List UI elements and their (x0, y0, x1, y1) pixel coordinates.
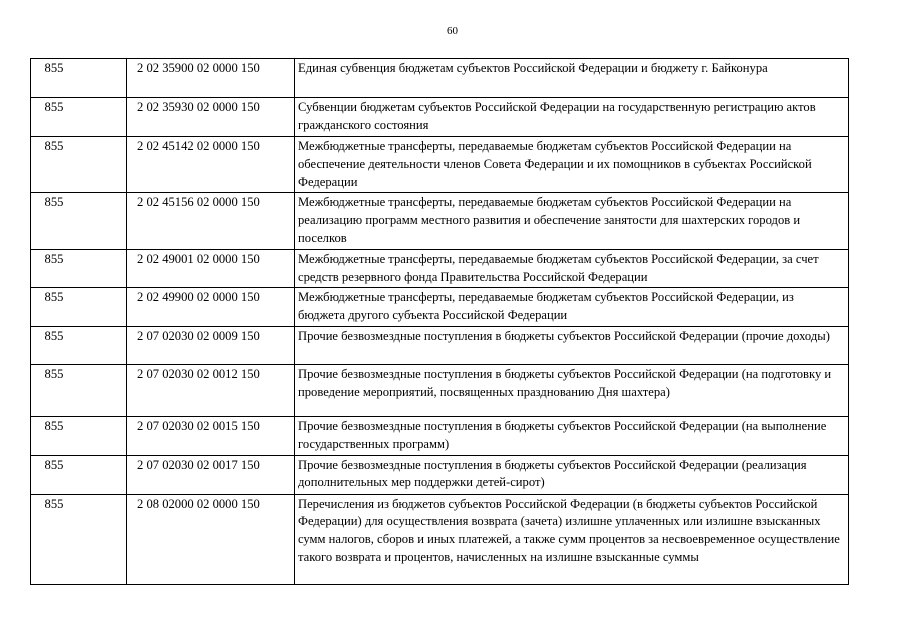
table-row (31, 288, 849, 327)
page-number: 60 (447, 25, 458, 37)
table-row (31, 326, 849, 364)
table-row (31, 364, 849, 416)
admin-code-cell: 855 (31, 416, 127, 455)
table-row (31, 137, 849, 193)
description-cell: Межбюджетные трансферты, передаваемые бюджетам субъектов Российской Федерации, за счет средств резервного фонда Правительства Российской Федерации (295, 249, 849, 288)
description-cell: Прочие безвозмездные поступления в бюджеты субъектов Российской Федерации (реализация дополнительных мер поддержки детей-сирот) (295, 455, 849, 494)
description-cell: Межбюджетные трансферты, передаваемые бюджетам субъектов Российской Федерации на реализацию программ местного развития и обеспечение занятости для шахтерских городов и поселков (295, 193, 849, 249)
description-cell: Прочие безвозмездные поступления в бюджеты субъектов Российской Федерации (прочие доходы) (295, 326, 849, 364)
admin-code-cell: 855 (31, 59, 127, 98)
admin-code-cell: 855 (31, 326, 127, 364)
budget-code-cell: 2 02 45142 02 0000 150 (127, 137, 295, 193)
table-row (31, 59, 849, 98)
table-row (31, 98, 849, 137)
description-cell: Перечисления из бюджетов субъектов Российской Федерации (в бюджеты субъектов Российской Федерации) для осуществления возврата (зачета) излишне уплаченных или излишне взысканных сумм налогов, сборов и иных платежей, а также сумм процентов за несвоевременное осуществление такого возврата и процентов, начисленных на излишне взысканные суммы (295, 494, 849, 584)
admin-code-cell: 855 (31, 288, 127, 327)
description-cell: Межбюджетные трансферты, передаваемые бюджетам субъектов Российской Федерации, из бюджета другого субъекта Российской Федерации (295, 288, 849, 327)
budget-code-cell: 2 08 02000 02 0000 150 (127, 494, 295, 584)
description-cell: Прочие безвозмездные поступления в бюджеты субъектов Российской Федерации (на выполнение государственных программ) (295, 416, 849, 455)
admin-code-cell: 855 (31, 98, 127, 137)
budget-code-cell: 2 02 35900 02 0000 150 (127, 59, 295, 98)
admin-code-cell: 855 (31, 137, 127, 193)
budget-code-cell: 2 07 02030 02 0017 150 (127, 455, 295, 494)
description-cell: Межбюджетные трансферты, передаваемые бюджетам субъектов Российской Федерации на обеспечение деятельности членов Совета Федерации и их помощников в субъектах Российской Федерации (295, 137, 849, 193)
description-cell: Единая субвенция бюджетам субъектов Российской Федерации и бюджету г. Байконура (295, 59, 849, 98)
admin-code-cell: 855 (31, 455, 127, 494)
admin-code-cell: 855 (31, 193, 127, 249)
description-cell: Субвенции бюджетам субъектов Российской Федерации на государственную регистрацию актов гражданского состояния (295, 98, 849, 137)
budget-code-cell: 2 02 49900 02 0000 150 (127, 288, 295, 327)
table-row (31, 416, 849, 455)
description-cell: Прочие безвозмездные поступления в бюджеты субъектов Российской Федерации (на подготовку и проведение мероприятий, посвященных празднованию Дня шахтера) (295, 364, 849, 416)
budget-code-cell: 2 07 02030 02 0009 150 (127, 326, 295, 364)
admin-code-cell: 855 (31, 494, 127, 584)
table-row (31, 455, 849, 494)
budget-code-cell: 2 07 02030 02 0012 150 (127, 364, 295, 416)
budget-code-cell: 2 02 45156 02 0000 150 (127, 193, 295, 249)
admin-code-cell: 855 (31, 364, 127, 416)
table-row (31, 193, 849, 249)
admin-code-cell: 855 (31, 249, 127, 288)
budget-code-cell: 2 02 35930 02 0000 150 (127, 98, 295, 137)
budget-code-cell: 2 02 49001 02 0000 150 (127, 249, 295, 288)
table-row (31, 494, 849, 584)
budget-codes-table (30, 58, 849, 585)
table-row (31, 249, 849, 288)
budget-code-cell: 2 07 02030 02 0015 150 (127, 416, 295, 455)
